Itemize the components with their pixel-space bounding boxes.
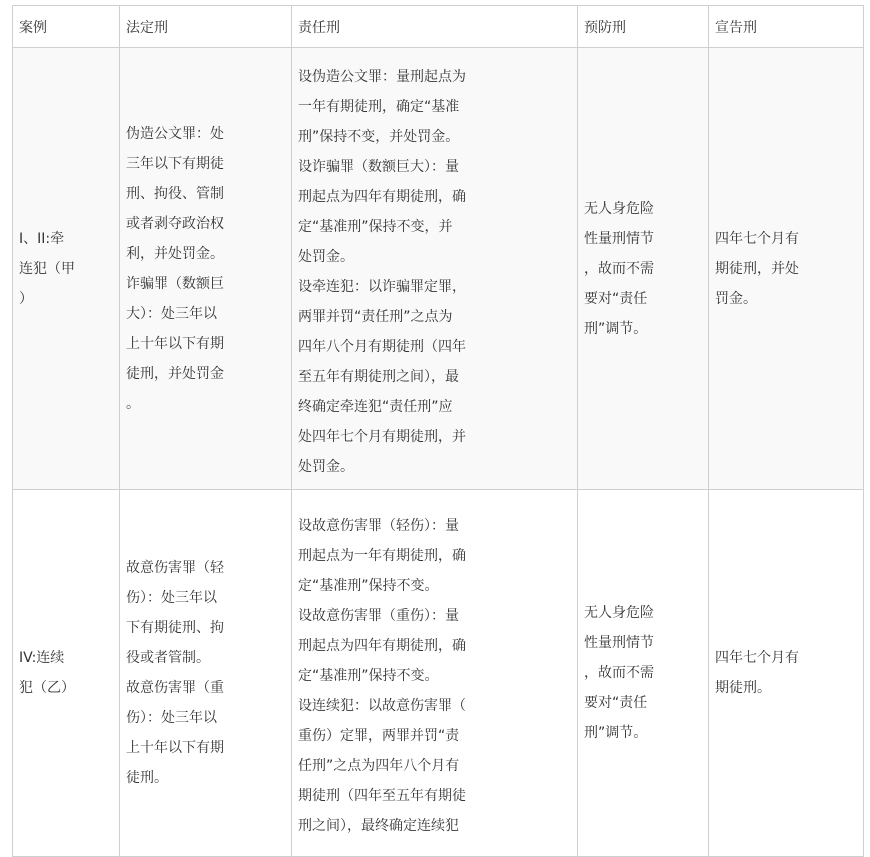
cell-statutory: [120, 490, 292, 857]
cell-text-line: 性量刑情节: [584, 230, 654, 247]
cell-text-line: 定“基准刑”保持不变。: [298, 578, 439, 594]
cell-statutory: [120, 48, 292, 490]
cell-text-line: 任刑”之点为四年八个月有: [298, 758, 460, 774]
cell-text-line: 四年七个月有: [715, 650, 799, 666]
cell-text-line: 连犯（甲: [19, 260, 75, 277]
header-responsibility: 责任刑: [292, 6, 578, 48]
cell-text-line: 罚金。: [715, 290, 757, 307]
table-row: [13, 48, 864, 490]
cell-text-line: 。: [126, 395, 140, 412]
cell-responsibility: [292, 48, 578, 490]
cell-text-line: 役或者管制。: [126, 650, 210, 666]
cell-text-line: 四年八个月有期徒刑（四年: [298, 338, 466, 355]
cell-text-line: 处罚金。: [298, 458, 354, 475]
cell-sentence: [709, 490, 864, 857]
cell-prevention: [578, 48, 709, 490]
cell-text-line: 徒刑。: [126, 770, 168, 786]
cell-text-line: 定“基准刑”保持不变，并: [298, 218, 453, 235]
cell-text-line: 下有期徒刑、拘: [126, 620, 224, 636]
cell-text-line: 期徒刑，并处: [715, 260, 799, 277]
cell-text-line: 刑之间），最终确定连续犯: [298, 818, 459, 834]
cell-text-line: 刑起点为四年有期徒刑，确: [298, 188, 466, 205]
cell-text-line: 处四年七个月有期徒刑，并: [298, 428, 466, 445]
cell-text-line: 或者剥夺政治权: [126, 215, 224, 232]
header-sentence: 宣告刑: [709, 6, 864, 48]
cell-text-line: 设伪造公文罪：量刑起点为: [298, 68, 466, 85]
cell-text-line: ，故而不需: [584, 665, 654, 681]
cell-text-line: 定“基准刑”保持不变。: [298, 668, 439, 684]
cell-text-line: 性量刑情节: [584, 635, 654, 651]
cell-prevention: [578, 490, 709, 857]
cell-text-line: 期徒刑。: [715, 680, 771, 696]
cell-text-line: 处罚金。: [298, 248, 354, 265]
cell-text-line: 期徒刑（四年至五年有期徒: [298, 788, 466, 804]
sentencing-table: [12, 5, 864, 857]
cell-sentence: [709, 48, 864, 490]
cell-text-line: 刑、拘役、管制: [126, 185, 224, 202]
cell-text-line: 伤）：处三年以: [126, 710, 217, 726]
cell-text-line: 刑”调节。: [584, 725, 648, 741]
cell-case: [13, 48, 120, 490]
cell-text-line: ）: [19, 290, 33, 307]
cell-text-line: 刑起点为四年有期徒刑，确: [298, 638, 466, 654]
cell-text-line: 要对“责任: [584, 290, 648, 307]
cell-text-line: 大）：处三年以: [126, 305, 217, 322]
table-row: [13, 490, 864, 857]
cell-text-line: I、II:牵: [19, 230, 65, 247]
cell-text-line: 设故意伤害罪（轻伤）：量: [298, 518, 459, 534]
header-statutory: 法定刑: [120, 6, 292, 48]
cell-text-line: 上十年以下有期: [126, 335, 224, 352]
cell-text-line: 设故意伤害罪（重伤）：量: [298, 608, 459, 624]
header-case: 案例: [13, 6, 120, 48]
cell-text-line: 刑”调节。: [584, 320, 648, 337]
cell-text-line: 要对“责任: [584, 695, 648, 711]
cell-text-line: 利，并处罚金。: [126, 245, 224, 262]
cell-text-line: 伪造公文罪：处: [126, 125, 224, 142]
cell-text-line: 设牵连犯：以诈骗罪定罪，: [298, 278, 466, 295]
cell-text-line: 刑”保持不变，并处罚金。: [298, 128, 460, 145]
header-row: [13, 6, 864, 48]
cell-text-line: 终确定牵连犯“责任刑”应: [298, 398, 453, 415]
cell-text-line: 伤）：处三年以: [126, 590, 217, 606]
cell-text-line: 四年七个月有: [715, 230, 799, 247]
cell-text-line: 重伤）定罪，两罪并罚“责: [298, 728, 460, 744]
cell-text-line: 两罪并罚“责任刑”之点为: [298, 308, 453, 325]
cell-text-line: 三年以下有期徒: [126, 155, 224, 172]
cell-text-line: ，故而不需: [584, 260, 654, 277]
cell-text-line: 一年有期徒刑，确定“基准: [298, 98, 460, 115]
cell-text-line: 上十年以下有期: [126, 740, 224, 756]
cell-responsibility: [292, 490, 578, 857]
cell-text-line: 犯（乙）: [19, 680, 75, 696]
cell-text-line: 故意伤害罪（重: [126, 680, 224, 696]
cell-text-line: IV:连续: [19, 650, 65, 666]
cell-text-line: 诈骗罪（数额巨: [126, 275, 224, 292]
cell-text-line: 设连续犯：以故意伤害罪（: [298, 698, 466, 714]
header-prevention: 预防刑: [578, 6, 709, 48]
cell-text-line: 故意伤害罪（轻: [126, 560, 224, 576]
cell-text-line: 至五年有期徒刑之间），最: [298, 368, 459, 385]
cell-text-line: 无人身危险: [584, 605, 654, 621]
cell-text-line: 刑起点为一年有期徒刑，确: [298, 548, 466, 564]
cell-text-line: 设诈骗罪（数额巨大）：量: [298, 158, 459, 175]
cell-text-line: 无人身危险: [584, 200, 654, 217]
cell-case: [13, 490, 120, 857]
cell-text-line: 徒刑，并处罚金: [126, 365, 224, 382]
